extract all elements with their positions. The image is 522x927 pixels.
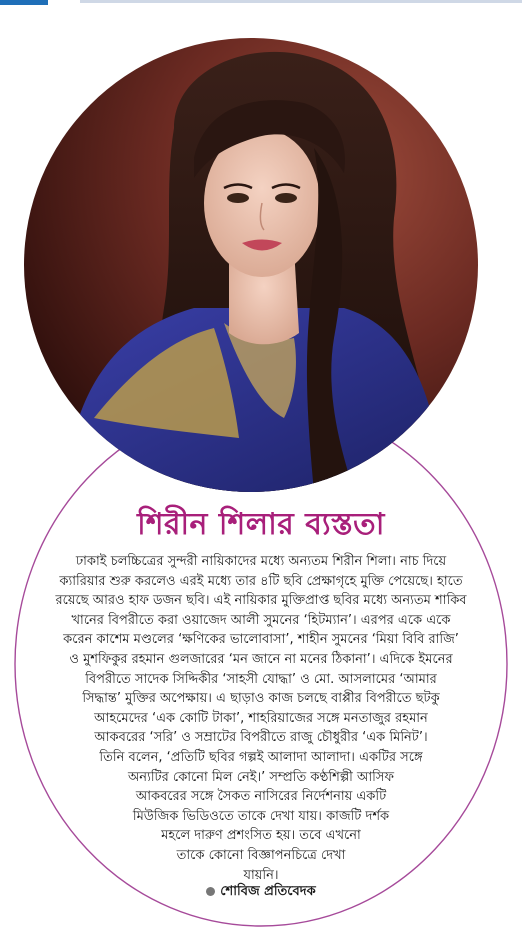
article-line: আকবরের সঙ্গে সৈকত নাসিরের নির্দেশনায় একটি — [135, 789, 387, 805]
portrait-photo — [24, 38, 478, 492]
article-line: মিউজিক ভিডিওতে তাকে দেখা যায়। কাজটি দর্শক — [132, 808, 390, 824]
article-line: তাকে কোনো বিজ্ঞাপনচিত্রে দেখা — [176, 847, 346, 863]
article-line: যায়নি। — [243, 867, 279, 883]
article-line: ও মুশফিকুর রহমান গুলজারের ‘মন জানে না মনের ঠিকানা’। এদিকে ইমনের — [69, 651, 453, 667]
article-line: রয়েছে আরও হাফ ডজন ছবি। এই নায়িকার মুক্তিপ্রাপ্ত ছবির মধ্যে অন্যতম শাকিব — [55, 593, 467, 609]
headline: শিরীন শিলার ব্যস্ততা — [137, 507, 385, 542]
article-line: অন্যটির কোনো মিল নেই।’ সম্প্রতি কণ্ঠশিল্পী আসিফ — [128, 769, 394, 785]
article-line: মহলে দারুণ প্রশংসিত হয়। তবে এখনো — [161, 828, 361, 844]
article-line: খানের বিপরীতে করা ওয়াজেদ আলী সুমনের ‘হিটম্যান’। এরপর একে একে — [71, 612, 451, 628]
article-line: করেন কাশেম মণ্ডলের ‘ক্ষণিকের ভালোবাসা’, শাহীন সুমনের ‘মিয়া বিবি রাজি’ — [63, 632, 459, 648]
article-line: আকবরের ‘সরি’ ও সম্রাটের বিপরীতে রাজু চৌধুরীর ‘এক মিনিট’। — [94, 730, 428, 746]
article-line: আহমেদের ‘এক কোটি টাকা’, শাহরিয়াজের সঙ্গে মনতাজুর রহমান — [94, 710, 428, 726]
article-line: বিপরীতে সাদেক সিদ্দিকীর ‘সাহসী যোদ্ধা’ ও মো. আসলামের ‘আমার — [85, 671, 437, 687]
article-line: সিদ্ধান্ত’ মুক্তির অপেক্ষায়। এ ছাড়াও কাজ চলছে বাপ্পীর বিপরীতে ছটকু — [82, 691, 440, 707]
article-line: ক্যারিয়ার শুরু করলেও এরই মধ্যে তার ৪টি ছবি প্রেক্ষাগৃহে মুক্তি পেয়েছে। হাতে — [59, 573, 463, 589]
article-line: তিনি বলেন, ‘প্রতিটি ছবির গল্পই আলাদা আলাদা। একটির সঙ্গে — [99, 749, 423, 765]
byline-text: শোবিজ প্রতিবেদক — [220, 884, 316, 899]
bullet-dot-icon — [206, 887, 215, 896]
article-body — [0, 552, 522, 885]
byline — [0, 882, 522, 903]
article-line: ঢাকাই চলচ্চিত্রের সুন্দরী নায়িকাদের মধ্যে অন্যতম শিরীন শিলা। নাচ দিয়ে — [75, 554, 447, 569]
